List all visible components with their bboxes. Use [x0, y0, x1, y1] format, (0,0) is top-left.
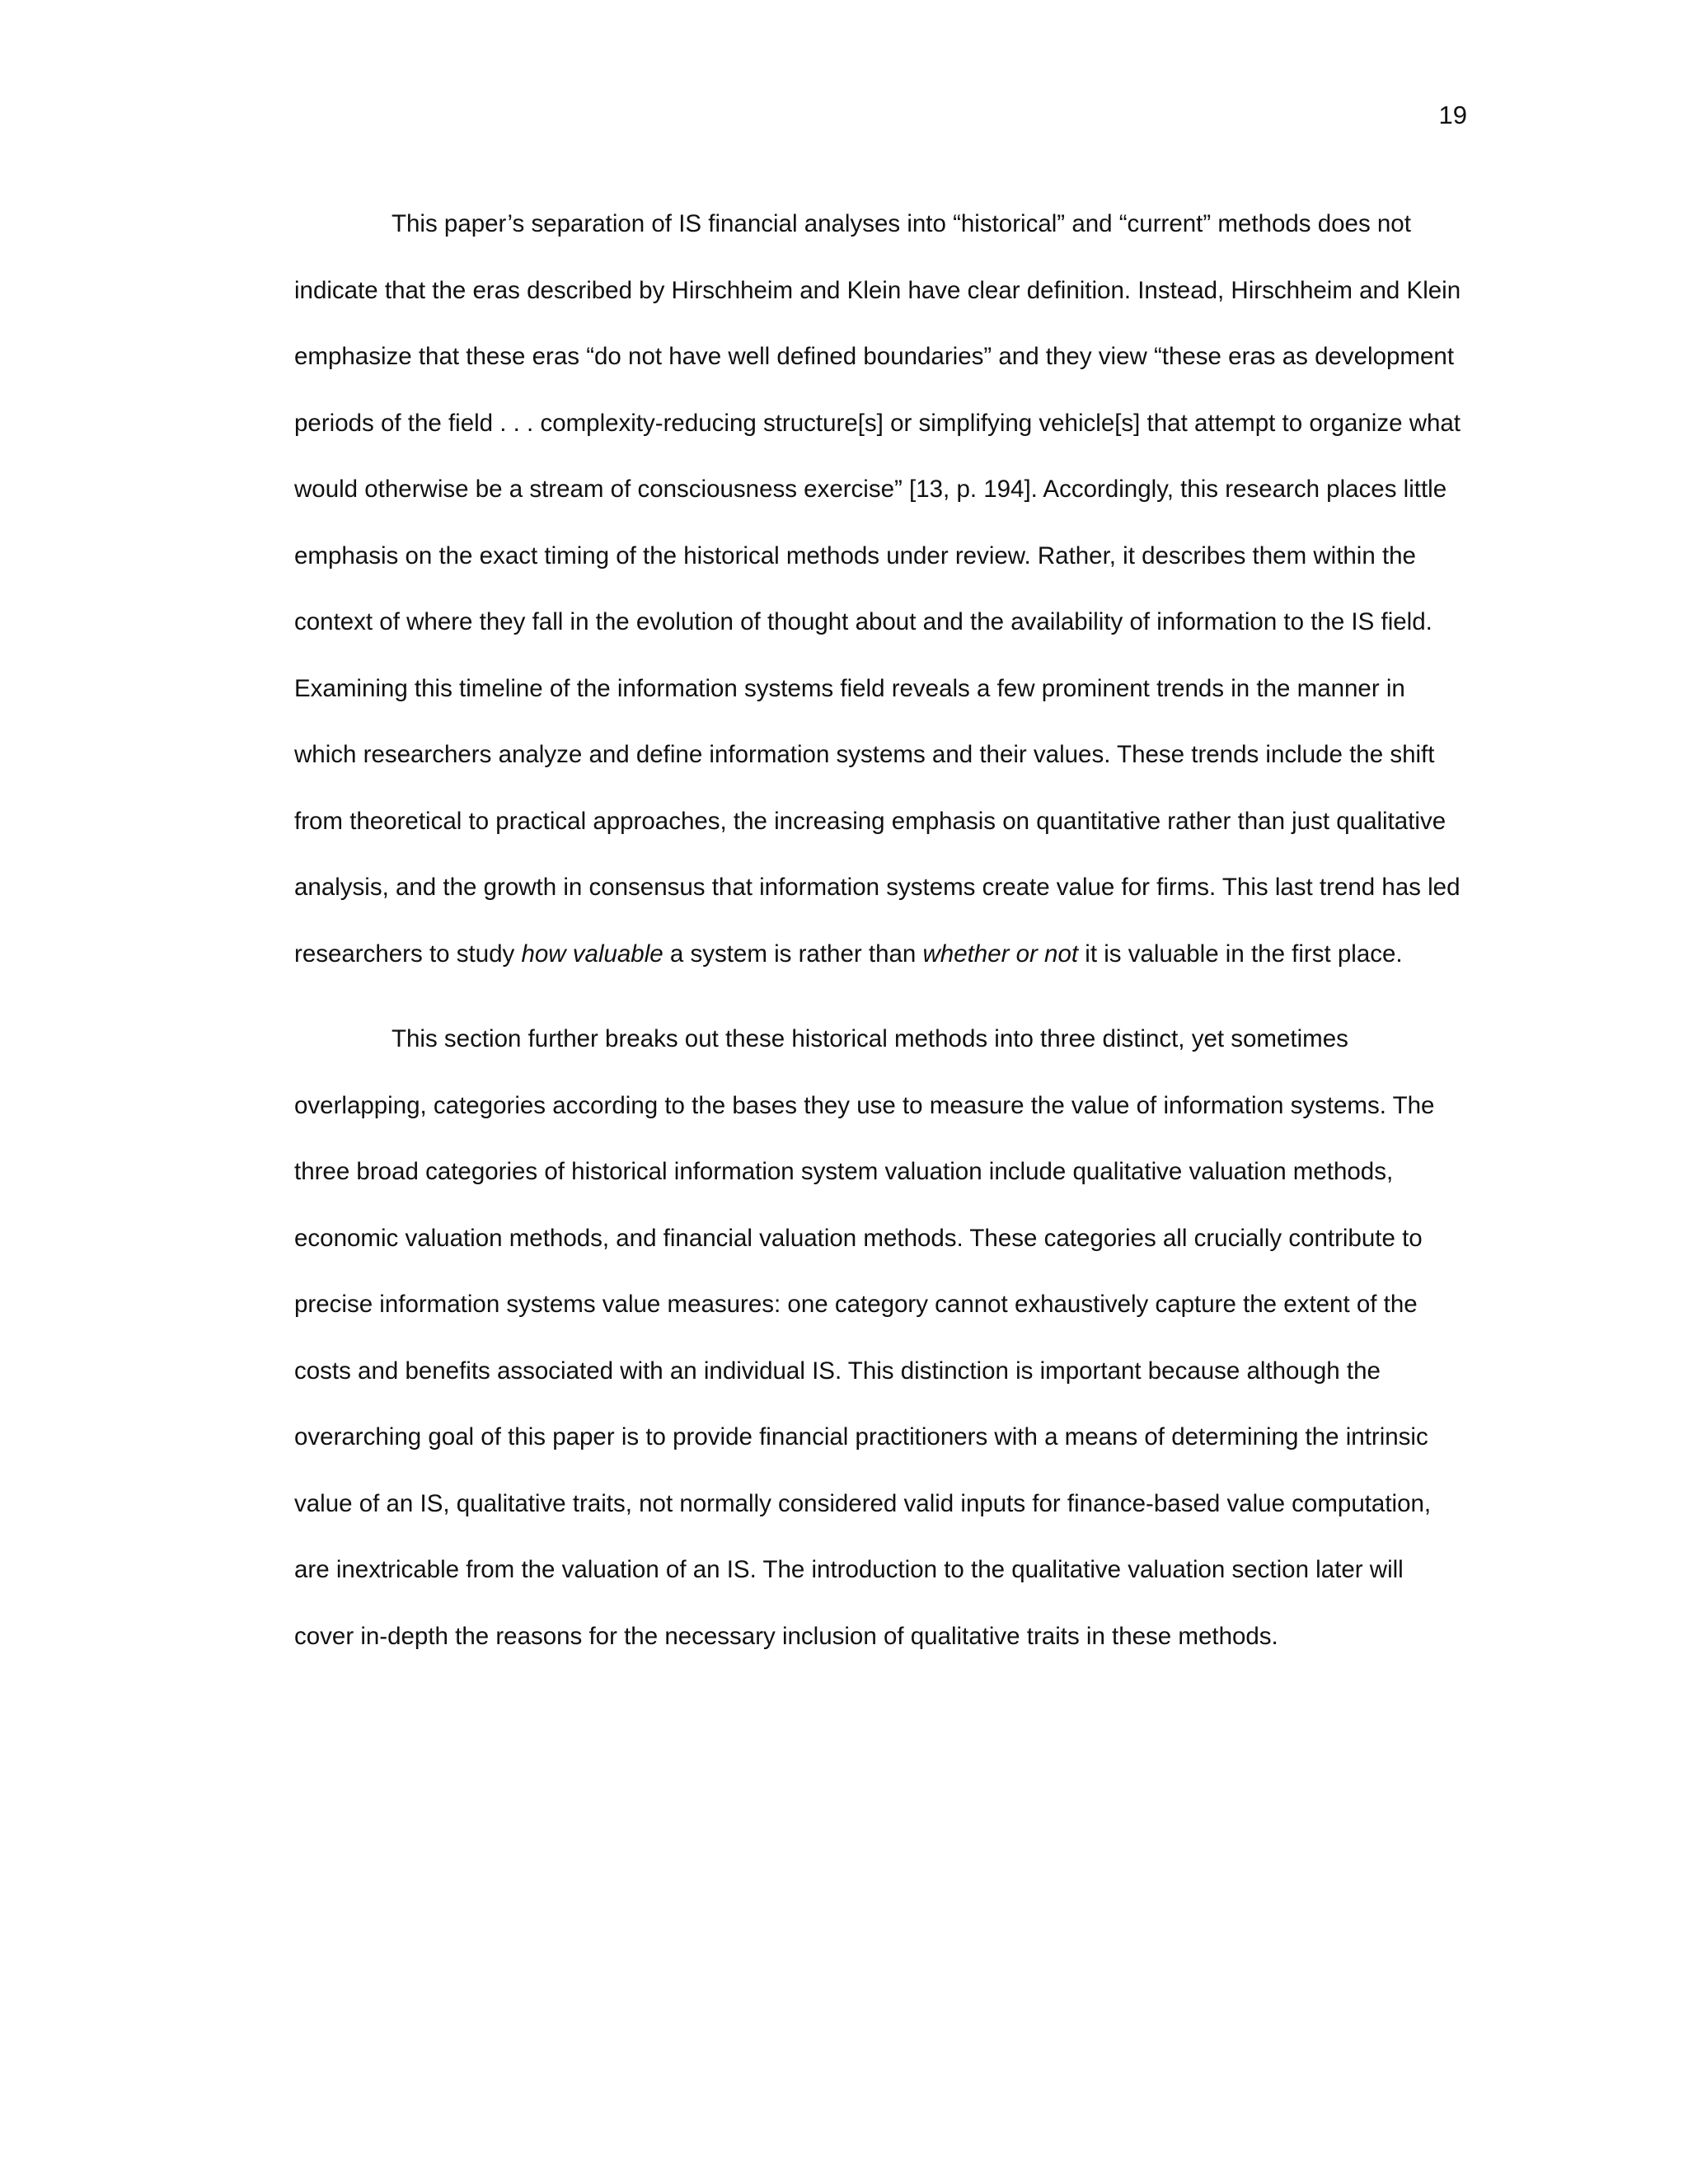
page-number: 19 [1438, 101, 1467, 129]
paragraph-1 [294, 191, 1469, 987]
paragraph-1-text-1: This paper’s separation of IS financial analyses into “historical” and “current” methods does not indicate that the eras described by Hirschheim and Klein have clear definition. Instead, Hirschheim and Klein emphasize that these eras “do not have well defined boundaries” and they view “these eras as development periods of the field . . . complexity-reducing structure[s] or simplifying vehicle[s] that attempt to organize what would otherwise be a stream of consciousness exercise” [13, p. 194]. Accordingly, this research places little emphasis on the exact timing of the historical methods under review. Rather, it describes them within the context of where they fall in the evolution of thought about and the availability of information to the IS field. Examining this timeline of the information systems field reveals a few prominent trends in the manner in which researchers analyze and define information systems and their values. These trends include the shift from theoretical to practical approaches, the increasing emphasis on quantitative rather than just qualitative analysis, and the growth in consensus that information systems create value for firms. This last trend has led researchers to study [294, 210, 1461, 968]
paragraph-2-text-1: This section further breaks out these historical methods into three distinct, yet sometimes overlapping, categories according to the bases they use to measure the value of information systems. The three broad categories of historical information system valuation include qualitative valuation methods, economic valuation methods, and financial valuation methods. These categories all crucially contribute to precise information systems value measures: one category cannot exhaustively capture the extent of the costs and benefits associated with an individual IS. This distinction is important because although the overarching goal of this paper is to provide financial practitioners with a means of determining the intrinsic value of an IS, qualitative traits, not normally considered valid inputs for finance-based value computation, are inextricable from the valuation of an IS. The introduction to the qualitative valuation section later will cover in-depth the reasons for the necessary inclusion of qualitative traits in these methods. [294, 1025, 1435, 1650]
body-text [294, 191, 1469, 1670]
paragraph-1-text-3: it is valuable in the first place. [1078, 940, 1403, 968]
paragraph-1-italic-how-valuable: how valuable [521, 940, 663, 968]
paragraph-1-italic-whether-or-not: whether or not [922, 940, 1079, 968]
paragraph-2 [294, 1006, 1469, 1670]
paragraph-1-text-2: a system is rather than [663, 940, 923, 968]
